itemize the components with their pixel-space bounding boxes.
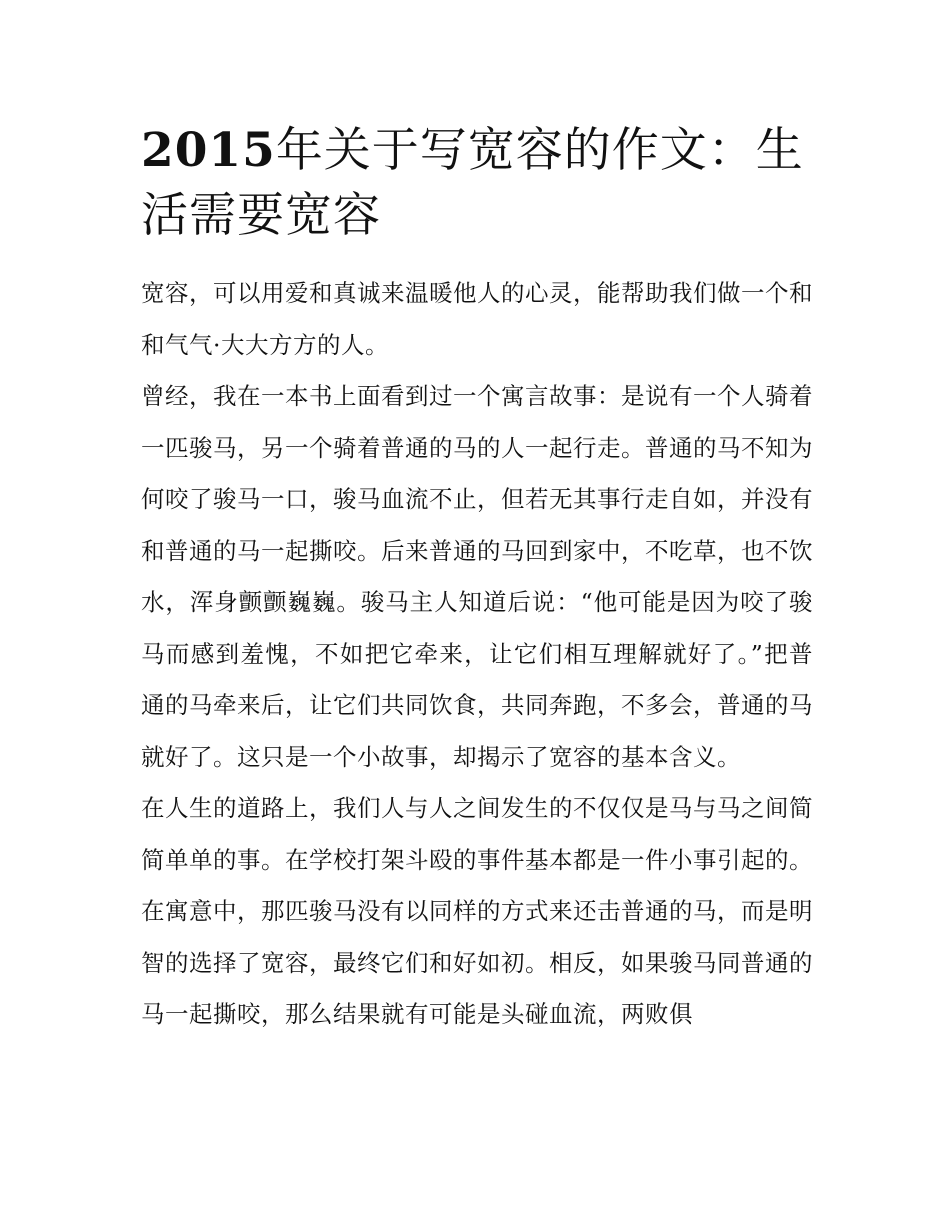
document-title (141, 118, 813, 248)
paragraph-intro: 宽容，可以用爱和真诚来温暖他人的心灵，能帮助我们做一个和和气气·大大方方的人。 (141, 279, 813, 359)
document-body (141, 268, 813, 1041)
title-year: 2015 (141, 123, 276, 178)
paragraph-fable: 曾经，我在一本书上面看到过一个寓言故事：是说有一个人骑着一匹骏马，另一个骑着普通的马的人一起行走。普通的马不知为何咬了骏马一口，骏马血流不止，但若无其事行走自如，并没有和普通的马一起撕咬。后来普通的马回到家中，不吃草，也不饮水，浑身颤颤巍巍。骏马主人知道后说：“他可能是因为咬了骏马而感到羞愧，不如把它牵来，让它们相互理解就好了。”把普通的马牵来后，让它们共同饮食，共同奔跑，不多会，普通的马就好了。这只是一个小故事，却揭示了宽容的基本含义。 (141, 382, 813, 771)
document-page (141, 118, 813, 1041)
paragraph-reflection: 在人生的道路上，我们人与人之间发生的不仅仅是马与马之间简简单单的事。在学校打架斗殴的事件基本都是一件小事引起的。在寓意中，那匹骏马没有以同样的方式来还击普通的马，而是明智的选择了宽容，最终它们和好如初。相反，如果骏马同普通的马一起撕咬，那么结果就有可能是头碰血流，两败俱 (141, 794, 813, 1028)
title-text: 年关于写宽容的作文：生活需要宽容 (141, 123, 804, 243)
